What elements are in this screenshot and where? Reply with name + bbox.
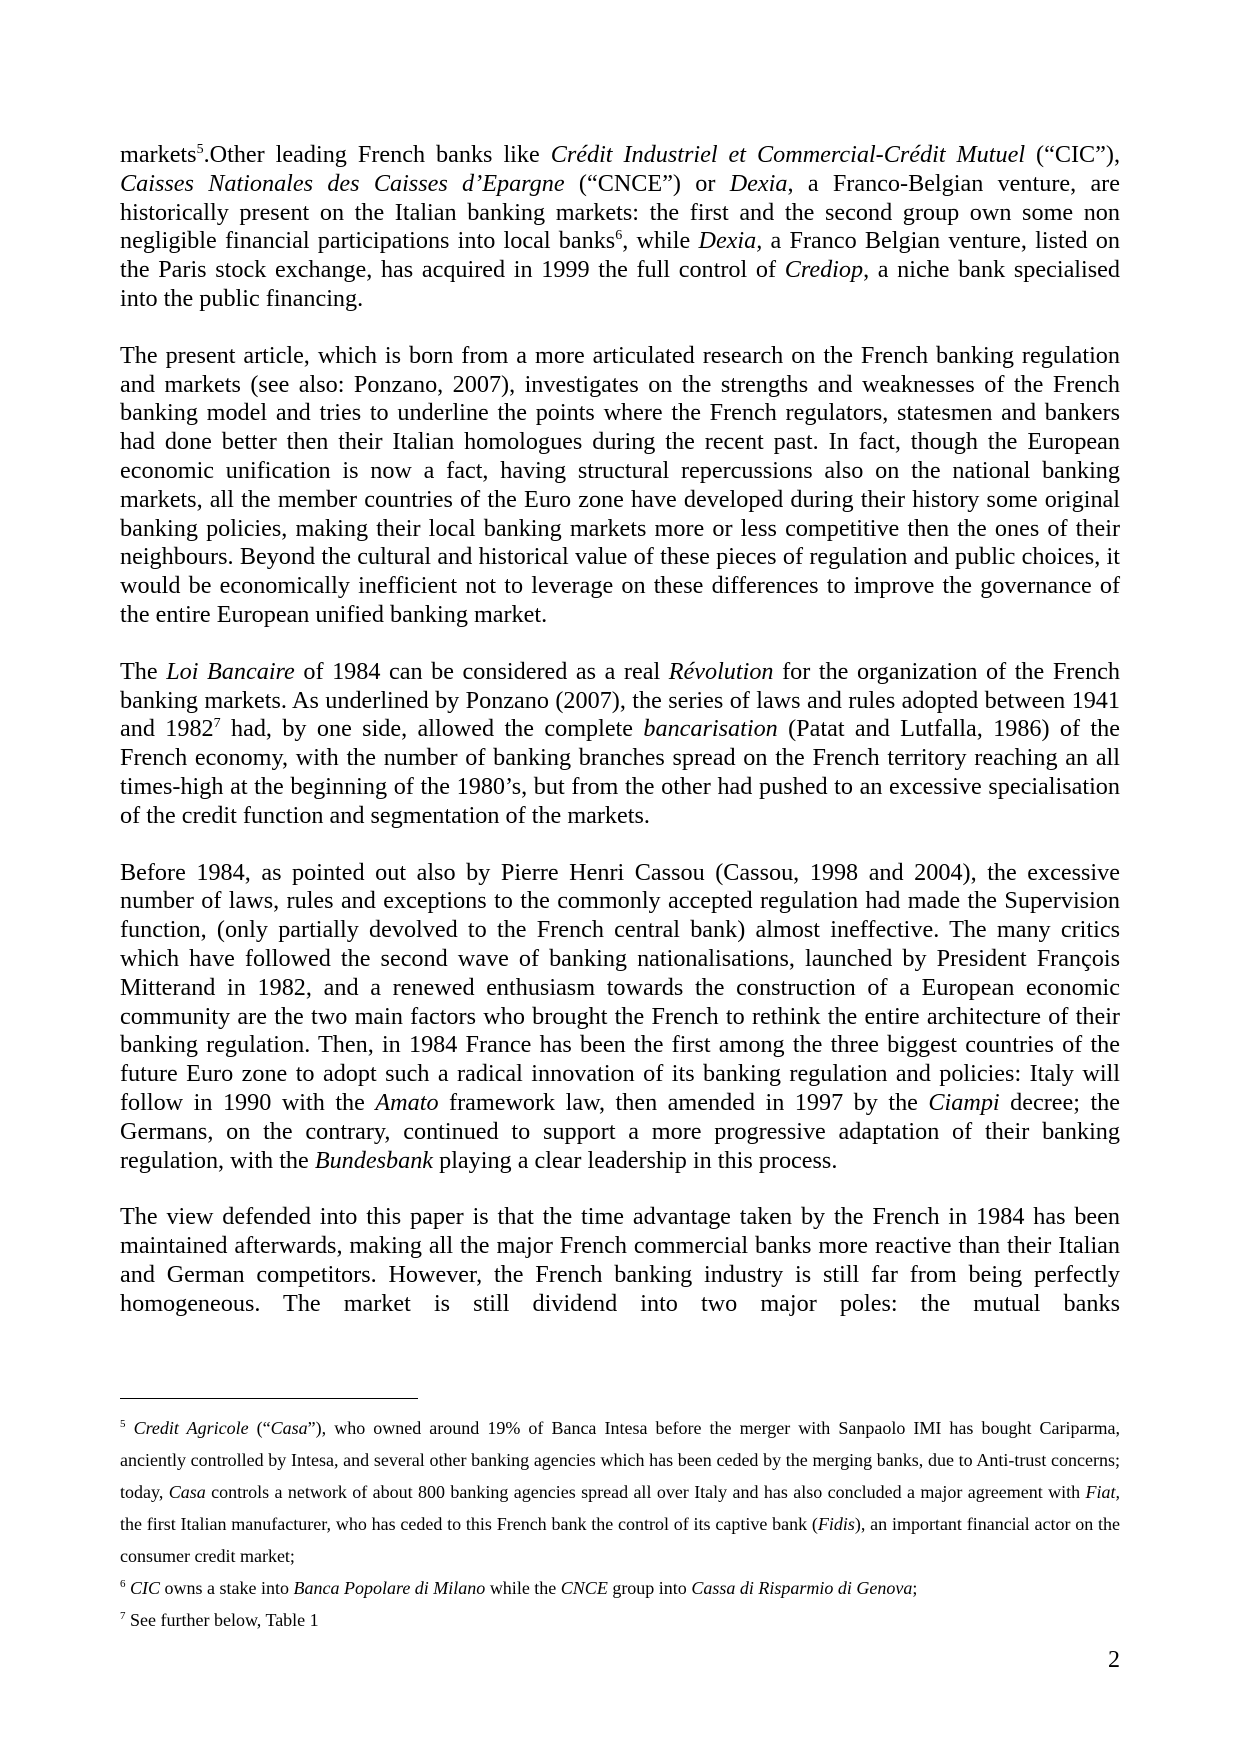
footnote-number: 7 (120, 1610, 126, 1622)
italic-run: bancarisation (643, 715, 778, 743)
italic-run: Casa (168, 1482, 206, 1502)
text-run: while the (485, 1578, 561, 1598)
italic-run: CNCE (560, 1578, 608, 1598)
text-run: the first Italian manufacturer, who has ceded to this French bank the control of its captive bank ( (120, 1514, 818, 1534)
italic-run: CIC (130, 1578, 161, 1598)
text-run: (“CNCE”) or (564, 169, 730, 197)
italic-run: Loi Bancaire (166, 657, 295, 685)
text-run: (Patat and Lutfalla, 1986) of the French economy, with the number of banking branches spread on the French territory reaching an all times-high at the beginning of the 1980’s, but from the other had pushed to an excessive specialisation of the credit function and segmentation of the markets. (120, 715, 1120, 829)
italic-run: Crédit Industriel et Commercial-Crédit Mutuel (550, 141, 1026, 168)
page-number: 2 (1108, 1647, 1120, 1673)
italic-run: Amato (375, 1088, 439, 1116)
italic-run: Dexia (729, 169, 788, 197)
footnote-5 (120, 1412, 1120, 1572)
italic-run: Casa (270, 1418, 308, 1438)
text-run: ), an important financial actor on the consumer credit market; (120, 1514, 1120, 1566)
body-text (120, 141, 1120, 1346)
text-run: Before 1984, as pointed out also by Pierre Henri Cassou (Cassou, 1998 and 2004), the excessive number of laws, rules and exceptions to the commonly accepted regulation had made the Supervision function, (only partially devolved to the French central bank) almost ineffective. The many critics which have followed the second wave of banking nationalisations, launched by President François Mitterand in 1982, and a renewed enthusiasm towards the construction of a European economic community are the two main factors who brought the French to rethink the entire architecture of their banking regulation. Then, in 1984 France has been the first among the three biggest countries of the future Euro zone to adopt such a radical innovation of its banking regulation and policies: Italy will follow in 1990 with the (120, 858, 1120, 1116)
italic-run: Banca Popolare di Milano (293, 1578, 486, 1598)
text-run: , while (622, 227, 699, 255)
italic-run: Bundesbank (314, 1146, 434, 1174)
text-run: decree; the Germans, on the contrary, continued to support a more progressive adaptation of their banking regulation, with the (120, 1088, 1120, 1174)
paragraph-4 (120, 859, 1120, 1176)
text-run: controls a network of about 800 banking agencies spread all over Italy and has also concluded a major agreement with (205, 1482, 1086, 1502)
text-run: framework law, then amended in 1997 by the (438, 1088, 929, 1116)
footnote-6 (120, 1572, 1120, 1604)
text-run: playing a clear leadership in this process. (433, 1146, 838, 1174)
text-run: for the organization of the French banking markets. As underlined by Ponzano (2007), the series of laws and rules adopted between 1941 and 1982 (120, 657, 1120, 743)
text-run: The (120, 657, 167, 685)
paragraph-2: The present article, which is born from a more articulated research on the French banking regulation and markets (see also: Ponzano, 2007), investigates on the strengths and weaknesses of the French banking model and tries to underline the points where the French regulators, statesmen and bankers had done better then their Italian homologues during the recent past. In fact, though the European economic unification is now a fact, having structural repercussions also on the national banking markets, all the member countries of the Euro zone have developed during their history some original banking policies, making their local banking markets more or less competitive then the ones of their neighbours. Beyond the cultural and historical value of these pieces of regulation and public choices, it would be economically inefficient not to leverage on these differences to improve the governance of the entire European unified banking market. (120, 341, 1120, 628)
text-run: , a niche bank specialised into the public financing. (120, 256, 1120, 312)
text-run: group into (607, 1578, 692, 1598)
footnote-ref-6[interactable]: 6 (615, 228, 623, 244)
footnote-7 (120, 1604, 1120, 1636)
paragraph-5: The view defended into this paper is that the time advantage taken by the French in 1984 has been maintained afterwards, making all the major French commercial banks more reactive than their Italian and German competitors. However, the French banking industry is still far from being perfectly homogeneous. The market is still dividend into two major poles: the mutual banks (120, 1203, 1120, 1317)
footnote-ref-7[interactable]: 7 (213, 716, 221, 732)
italic-run: Credit Agricole (133, 1418, 249, 1438)
paragraph-3 (120, 658, 1120, 831)
text-run: of 1984 can be considered as a real (294, 657, 669, 685)
text-run: (“ (248, 1418, 271, 1438)
text-run: owns a stake into (160, 1578, 294, 1598)
text-run: (“CIC”), (1025, 141, 1120, 168)
text-run: a Franco Belgian venture, listed on the Paris stock exchange, has acquired in 1999 the full control of (120, 227, 1120, 284)
footnote-separator (120, 1398, 418, 1399)
paragraph-1 (120, 141, 1120, 314)
text-run: See further below, Table 1 (130, 1610, 319, 1630)
text-run: ; (912, 1578, 918, 1598)
italic-run: Ciampi (928, 1088, 1000, 1116)
italic-run: Fidis (817, 1514, 855, 1534)
text-run: .Other leading French banks like (203, 141, 551, 168)
text-run: , a Franco-Belgian venture, are historically present on the Italian banking markets: the first and the second group own some non negligible financial participations into local banks (120, 169, 1120, 255)
text-run: had, by one side, allowed the complete (220, 715, 644, 743)
italic-run: Caisses Nationales des Caisses d’Epargne (120, 169, 565, 197)
italic-run: Dexia, (698, 227, 763, 255)
italic-run: Crediop (784, 256, 864, 284)
italic-run: Cassa di Risparmio di Genova (691, 1578, 913, 1598)
italic-run: Fiat, (1085, 1482, 1121, 1502)
italic-run: Révolution (668, 657, 774, 685)
text-run: ”), who owned around 19% of Banca Intesa before the merger with Sanpaolo IMI has bought Cariparma, anciently controlled by Intesa, and several other banking agencies which has been ceded by the merging banks, due to Anti-trust concerns; today, (120, 1418, 1121, 1502)
text-run: markets (120, 141, 197, 168)
footnote-ref-5[interactable]: 5 (196, 141, 204, 157)
footnote-number: 5 (120, 1418, 126, 1430)
footnote-number: 6 (120, 1578, 126, 1590)
footnotes (120, 1412, 1120, 1636)
